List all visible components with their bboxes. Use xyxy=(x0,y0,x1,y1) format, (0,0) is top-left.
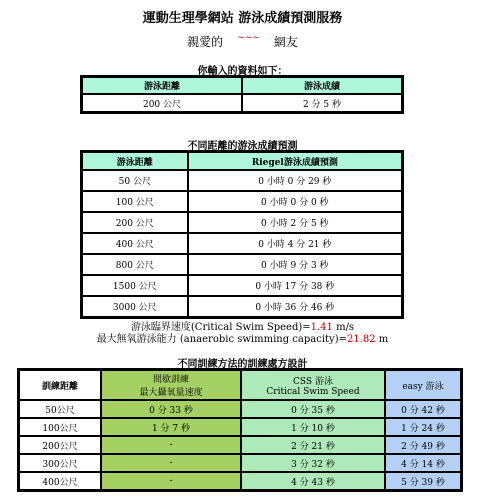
training-easy: 0 分 42 秒 xyxy=(385,400,461,418)
nickname: ~~~ xyxy=(237,33,260,43)
input-col-distance: 游泳距離 xyxy=(82,77,242,94)
training-interval: 0 分 33 秒 xyxy=(101,400,241,418)
training-interval: - xyxy=(101,436,241,454)
training-interval: 1 分 7 秒 xyxy=(101,418,241,436)
input-table xyxy=(80,75,404,114)
prediction-distance: 50 公尺 xyxy=(82,170,188,191)
training-col-distance: 訓練距離 xyxy=(19,370,101,400)
training-css: 1 分 10 秒 xyxy=(241,418,385,436)
training-easy: 1 分 24 秒 xyxy=(385,418,461,436)
training-css: 0 分 35 秒 xyxy=(241,400,385,418)
page-title: 運動生理學網站 游泳成績預測服務 xyxy=(142,11,343,26)
input-distance: 200 公尺 xyxy=(82,94,242,112)
training-col-interval xyxy=(101,370,241,400)
training-distance: 200公尺 xyxy=(19,436,101,454)
prediction-col-distance: 游泳距離 xyxy=(82,152,188,170)
training-css: 3 分 32 秒 xyxy=(241,454,385,472)
prediction-time: 0 小時 4 分 21 秒 xyxy=(188,233,402,254)
greeting-suffix: 網友 xyxy=(273,35,298,49)
prediction-heading: 不同距離的游泳成績預測 xyxy=(187,141,298,152)
prediction-distance: 3000 公尺 xyxy=(82,296,188,317)
prediction-time: 0 小時 0 分 0 秒 xyxy=(188,191,402,212)
training-distance: 100公尺 xyxy=(19,418,101,436)
training-col-easy: easy 游泳 xyxy=(385,370,461,400)
training-distance: 400公尺 xyxy=(19,472,101,490)
input-col-time: 游泳成績 xyxy=(242,77,402,94)
training-distance: 300公尺 xyxy=(19,454,101,472)
greeting xyxy=(0,33,485,50)
css-unit: m/s xyxy=(332,322,355,333)
training-css: 4 分 43 秒 xyxy=(241,472,385,490)
prediction-distance: 800 公尺 xyxy=(82,254,188,275)
prediction-col-pred: Riegel游泳成績預測 xyxy=(188,152,402,170)
prediction-distance: 1500 公尺 xyxy=(82,275,188,296)
prediction-time: 0 小時 17 分 38 秒 xyxy=(188,275,402,296)
training-table xyxy=(17,368,463,492)
training-heading: 不同訓練方法的訓練處方設計 xyxy=(177,359,308,370)
training-easy: 5 分 39 秒 xyxy=(385,472,461,490)
training-easy: 2 分 49 秒 xyxy=(385,436,461,454)
training-interval: - xyxy=(101,454,241,472)
greeting-prefix: 親愛的 xyxy=(187,35,224,49)
prediction-time: 0 小時 9 分 3 秒 xyxy=(188,254,402,275)
interval-header-line2: 最大攝氧量速度 xyxy=(139,388,203,398)
css-header-line1: CSS 游泳 xyxy=(293,376,333,387)
training-distance: 50公尺 xyxy=(19,400,101,418)
prediction-time: 0 小時 0 分 29 秒 xyxy=(188,170,402,191)
prediction-distance: 200 公尺 xyxy=(82,212,188,233)
training-easy: 4 分 14 秒 xyxy=(385,454,461,472)
training-interval: - xyxy=(101,472,241,490)
css-value: 1.41 xyxy=(310,322,333,333)
input-heading: 你輸入的資料如下： xyxy=(197,66,288,77)
prediction-time: 0 小時 2 分 5 秒 xyxy=(188,212,402,233)
prediction-time: 0 小時 36 分 46 秒 xyxy=(188,296,402,317)
prediction-distance: 400 公尺 xyxy=(82,233,188,254)
anaerobic-unit: m xyxy=(375,334,389,345)
training-css: 2 分 21 秒 xyxy=(241,436,385,454)
anaerobic-line xyxy=(0,330,485,345)
anaerobic-value: 21.82 xyxy=(346,334,376,345)
prediction-table xyxy=(80,150,404,319)
css-label: 游泳臨界速度(Critical Swim Speed)= xyxy=(130,322,311,333)
input-time: 2 分 5 秒 xyxy=(242,94,402,112)
prediction-distance: 100 公尺 xyxy=(82,191,188,212)
interval-header-line1: 間歇訓練 xyxy=(152,375,189,385)
css-header-line2: Critical Swim Speed xyxy=(266,386,360,397)
training-col-css xyxy=(241,370,385,400)
anaerobic-label: 最大無氧游泳能力 (anaerobic swimming capacity)= xyxy=(96,334,347,345)
